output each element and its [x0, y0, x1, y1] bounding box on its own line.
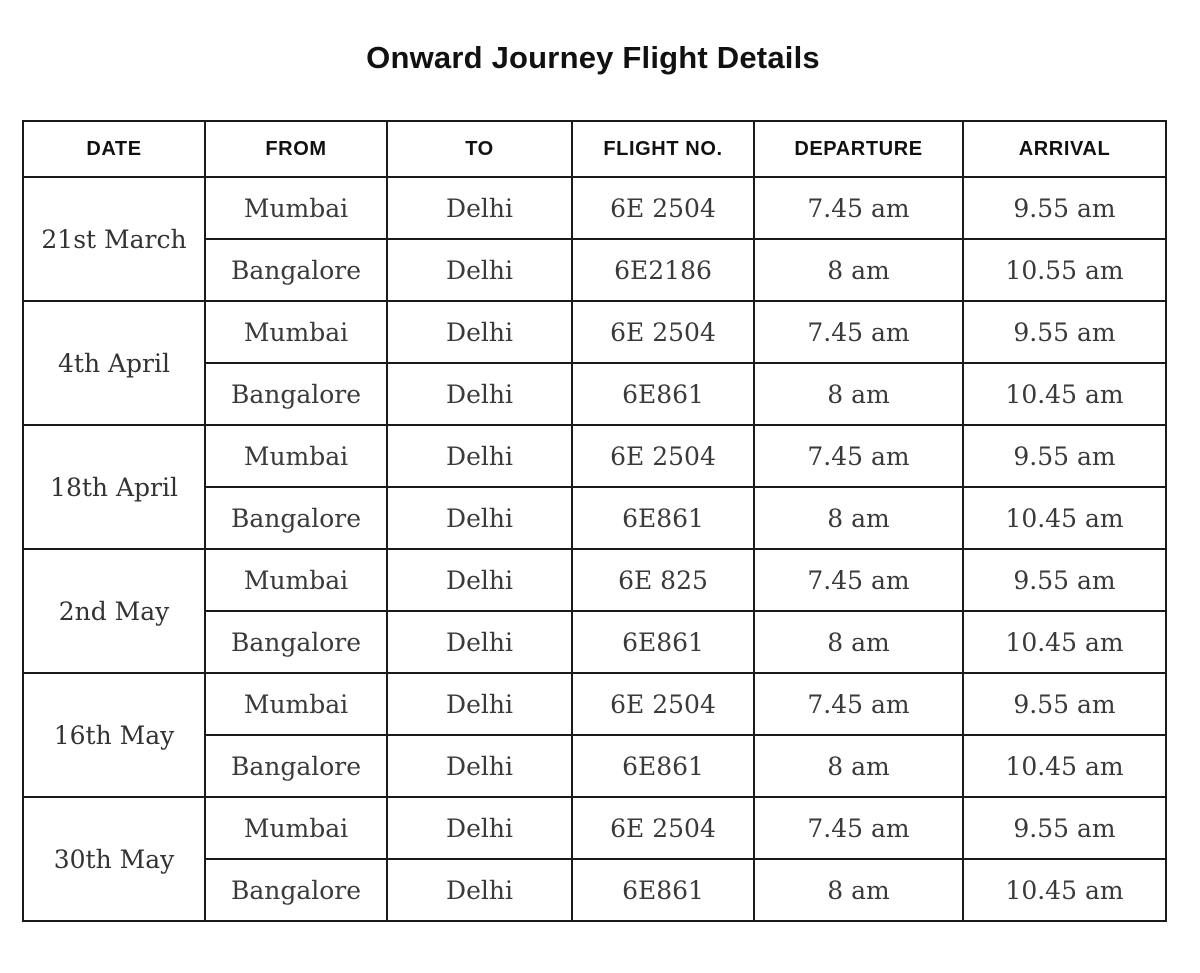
arrival-cell: 10.45 am	[963, 859, 1166, 921]
from-cell: Mumbai	[205, 797, 387, 859]
arrival-cell: 10.55 am	[963, 239, 1166, 301]
arrival-cell: 9.55 am	[963, 797, 1166, 859]
departure-cell: 8 am	[754, 735, 963, 797]
table-row	[23, 177, 1166, 239]
table-row	[23, 797, 1166, 859]
to-cell: Delhi	[387, 363, 572, 425]
arrival-cell: 9.55 am	[963, 425, 1166, 487]
from-cell: Bangalore	[205, 239, 387, 301]
column-header-flight-no: FLIGHT NO.	[572, 121, 754, 177]
table-row	[23, 425, 1166, 487]
from-cell: Mumbai	[205, 301, 387, 363]
to-cell: Delhi	[387, 177, 572, 239]
arrival-cell: 10.45 am	[963, 487, 1166, 549]
departure-cell: 8 am	[754, 487, 963, 549]
arrival-cell: 9.55 am	[963, 549, 1166, 611]
to-cell: Delhi	[387, 611, 572, 673]
from-cell: Mumbai	[205, 673, 387, 735]
column-header-departure: DEPARTURE	[754, 121, 963, 177]
departure-cell: 8 am	[754, 363, 963, 425]
page-title: Onward Journey Flight Details	[366, 40, 820, 75]
to-cell: Delhi	[387, 239, 572, 301]
arrival-cell: 9.55 am	[963, 301, 1166, 363]
from-cell: Mumbai	[205, 425, 387, 487]
column-header-to: TO	[387, 121, 572, 177]
from-cell: Bangalore	[205, 735, 387, 797]
from-cell: Bangalore	[205, 611, 387, 673]
date-cell: 30th May	[23, 797, 205, 921]
column-header-date: DATE	[23, 121, 205, 177]
date-cell: 2nd May	[23, 549, 205, 673]
flight-no-cell: 6E2186	[572, 239, 754, 301]
arrival-cell: 9.55 am	[963, 673, 1166, 735]
arrival-cell: 10.45 am	[963, 363, 1166, 425]
departure-cell: 7.45 am	[754, 301, 963, 363]
departure-cell: 8 am	[754, 239, 963, 301]
header-row	[23, 121, 1166, 177]
flight-no-cell: 6E861	[572, 735, 754, 797]
flight-no-cell: 6E 2504	[572, 673, 754, 735]
to-cell: Delhi	[387, 735, 572, 797]
to-cell: Delhi	[387, 797, 572, 859]
flight-no-cell: 6E 2504	[572, 177, 754, 239]
date-cell: 4th April	[23, 301, 205, 425]
flight-no-cell: 6E861	[572, 611, 754, 673]
date-cell: 16th May	[23, 673, 205, 797]
departure-cell: 7.45 am	[754, 797, 963, 859]
departure-cell: 8 am	[754, 859, 963, 921]
departure-cell: 7.45 am	[754, 673, 963, 735]
flight-no-cell: 6E 2504	[572, 301, 754, 363]
to-cell: Delhi	[387, 487, 572, 549]
to-cell: Delhi	[387, 301, 572, 363]
flight-no-cell: 6E861	[572, 363, 754, 425]
from-cell: Bangalore	[205, 487, 387, 549]
flight-no-cell: 6E861	[572, 487, 754, 549]
column-header-from: FROM	[205, 121, 387, 177]
departure-cell: 7.45 am	[754, 425, 963, 487]
flight-no-cell: 6E861	[572, 859, 754, 921]
flight-no-cell: 6E 2504	[572, 797, 754, 859]
to-cell: Delhi	[387, 425, 572, 487]
date-cell: 21st March	[23, 177, 205, 301]
from-cell: Mumbai	[205, 549, 387, 611]
arrival-cell: 10.45 am	[963, 735, 1166, 797]
from-cell: Bangalore	[205, 363, 387, 425]
table-row	[23, 301, 1166, 363]
to-cell: Delhi	[387, 549, 572, 611]
date-cell: 18th April	[23, 425, 205, 549]
from-cell: Bangalore	[205, 859, 387, 921]
to-cell: Delhi	[387, 673, 572, 735]
departure-cell: 7.45 am	[754, 177, 963, 239]
flight-no-cell: 6E 825	[572, 549, 754, 611]
departure-cell: 8 am	[754, 611, 963, 673]
from-cell: Mumbai	[205, 177, 387, 239]
departure-cell: 7.45 am	[754, 549, 963, 611]
arrival-cell: 10.45 am	[963, 611, 1166, 673]
flight-no-cell: 6E 2504	[572, 425, 754, 487]
column-header-arrival: ARRIVAL	[963, 121, 1166, 177]
arrival-cell: 9.55 am	[963, 177, 1166, 239]
table-row	[23, 673, 1166, 735]
table-row	[23, 549, 1166, 611]
to-cell: Delhi	[387, 859, 572, 921]
flight-details-table	[22, 120, 1167, 922]
